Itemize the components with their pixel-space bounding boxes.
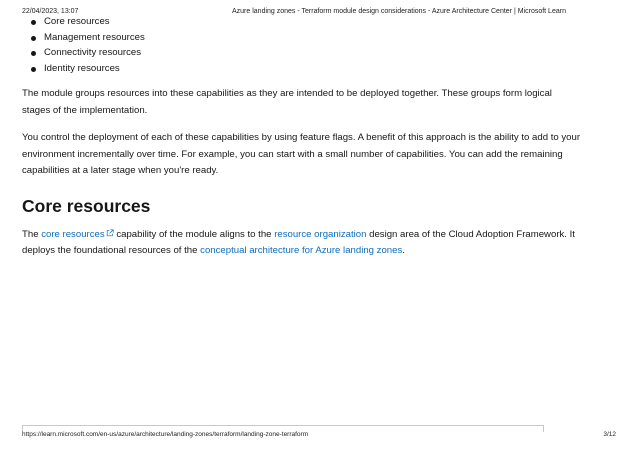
capabilities-list [22, 14, 582, 76]
list-item: Identity resources [30, 61, 582, 77]
print-url: https://learn.microsoft.com/en-us/azure/architecture/landing-zones/terraform/landing-zone-terraform [22, 431, 309, 438]
bullet-icon [31, 67, 36, 72]
bullet-icon [31, 20, 36, 25]
paragraph-feature-flags: You control the deployment of each of these capabilities by using feature flags. A benefit of this approach is the ability to add to your environment incrementally over time. For example, you can start with a small number of capabilities. You can add the remaining capabilities at a later stage when you're ready. [22, 132, 581, 176]
list-item: Core resources [30, 14, 582, 30]
print-page-title: Azure landing zones - Terraform module design considerations - Azure Architecture Center | Microsoft Learn [232, 8, 566, 15]
external-link-icon [106, 229, 114, 237]
print-footer [22, 431, 616, 443]
resource-organization-link[interactable]: resource organization [274, 228, 367, 240]
bullet-icon [31, 36, 36, 41]
paragraph-module-groups: The module groups resources into these capabilities as they are intended to be deployed together. These groups form logical stages of the implementation. [22, 88, 552, 116]
list-item: Connectivity resources [30, 45, 582, 61]
core-resources-link[interactable]: core resources [41, 228, 105, 240]
paragraph-core-resources: The core resources capability of the module aligns to the resource organization design area of the Cloud Adoption Framework. It deploys the foundational resources of the conceptual architecture for Azure landing zones. [22, 228, 575, 256]
conceptual-architecture-link[interactable]: conceptual architecture for Azure landing zones [200, 245, 403, 256]
list-item: Management resources [30, 30, 582, 46]
bullet-icon [31, 51, 36, 56]
section-heading-core-resources: Core resources [22, 195, 151, 216]
print-date: 22/04/2023, 13:07 [22, 8, 79, 15]
page-number: 3/12 [603, 431, 616, 438]
article-content [22, 14, 582, 260]
